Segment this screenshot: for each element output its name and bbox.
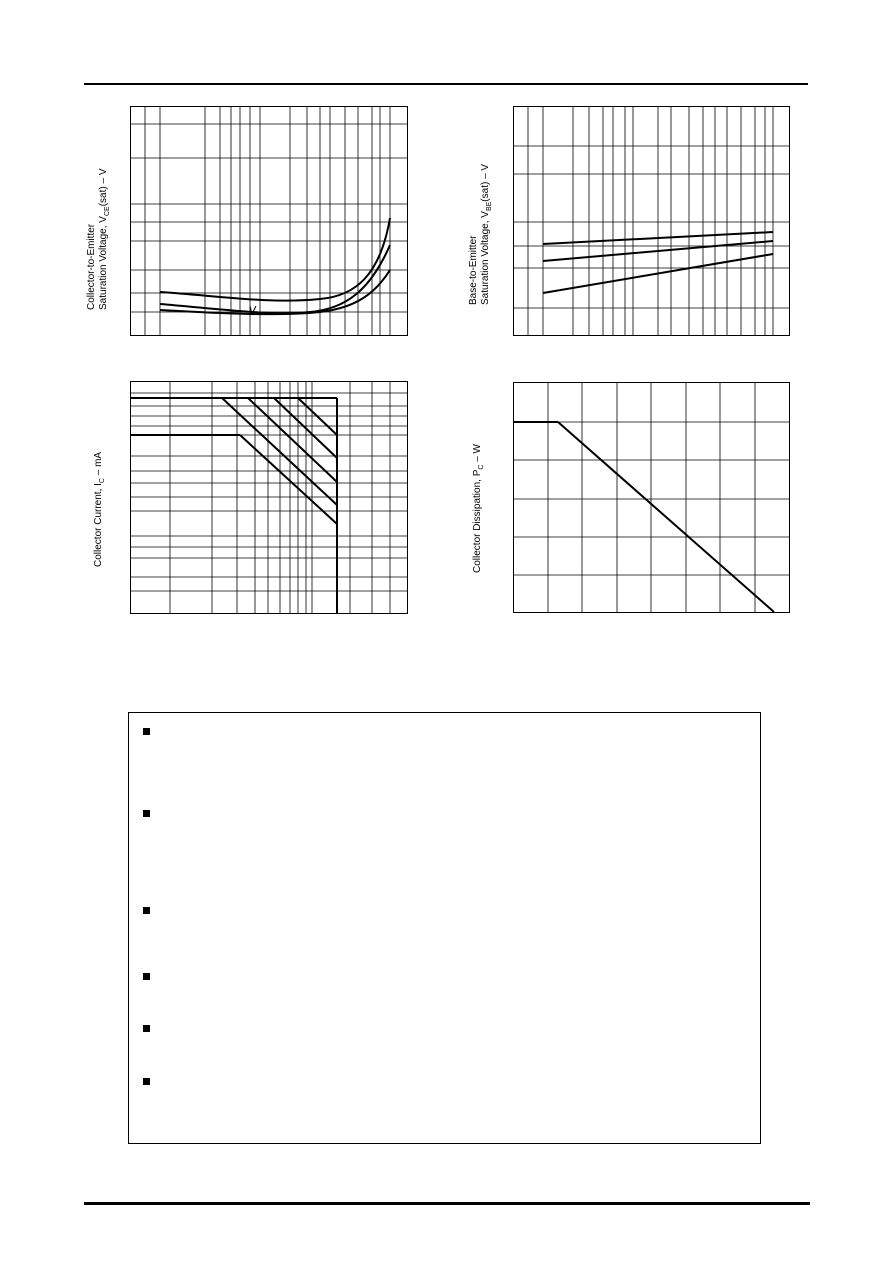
vbe-sat-grid xyxy=(513,106,789,335)
note-bullet-4 xyxy=(143,973,150,980)
note-bullet-3 xyxy=(143,907,150,914)
note-bullet-6 xyxy=(143,1078,150,1085)
vce-sat-ylabel xyxy=(86,169,114,311)
note-bullet-1 xyxy=(143,728,150,735)
aso-line-1 xyxy=(222,398,337,505)
vce-sat-chart xyxy=(130,106,408,336)
vce-sat-curves xyxy=(160,218,390,314)
vce-sat-curve-1 xyxy=(160,218,390,301)
notes-box xyxy=(128,712,761,1144)
note-bullet-2 xyxy=(143,810,150,817)
aso-line-2 xyxy=(248,398,337,482)
pc-grid xyxy=(513,382,789,612)
note-bullet-5 xyxy=(143,1025,150,1032)
vbe-sat-chart xyxy=(513,106,790,336)
vce-sat-ylabel-line1: Collector-to-Emitter xyxy=(86,223,97,310)
aso-grid xyxy=(130,381,407,613)
pc-slope-segment xyxy=(558,422,774,612)
pc-ylabel: Collector Dissipation, $P_C$ – W xyxy=(472,444,485,573)
vbe-sat-ylabel xyxy=(468,164,496,305)
vbe-sat-ylabel-line1: Base-to-Emitter xyxy=(468,235,479,305)
aso-ylabel: Collector Current, $I_C$ – mA xyxy=(93,451,106,567)
vce-sat-ylabel-line2: Saturation Voltage, $V_{CE}(sat)$ – V xyxy=(98,168,111,310)
pc-derating-curve xyxy=(513,422,774,612)
aso-chart xyxy=(130,381,408,614)
aso-line-3 xyxy=(274,398,337,458)
footer-rule xyxy=(84,1202,810,1205)
pc-chart xyxy=(513,382,790,613)
vbe-sat-ylabel-line2: Saturation Voltage, $V_{BE}(sat)$ – V xyxy=(480,163,493,305)
aso-line-4 xyxy=(298,398,337,435)
header-rule xyxy=(84,83,808,85)
